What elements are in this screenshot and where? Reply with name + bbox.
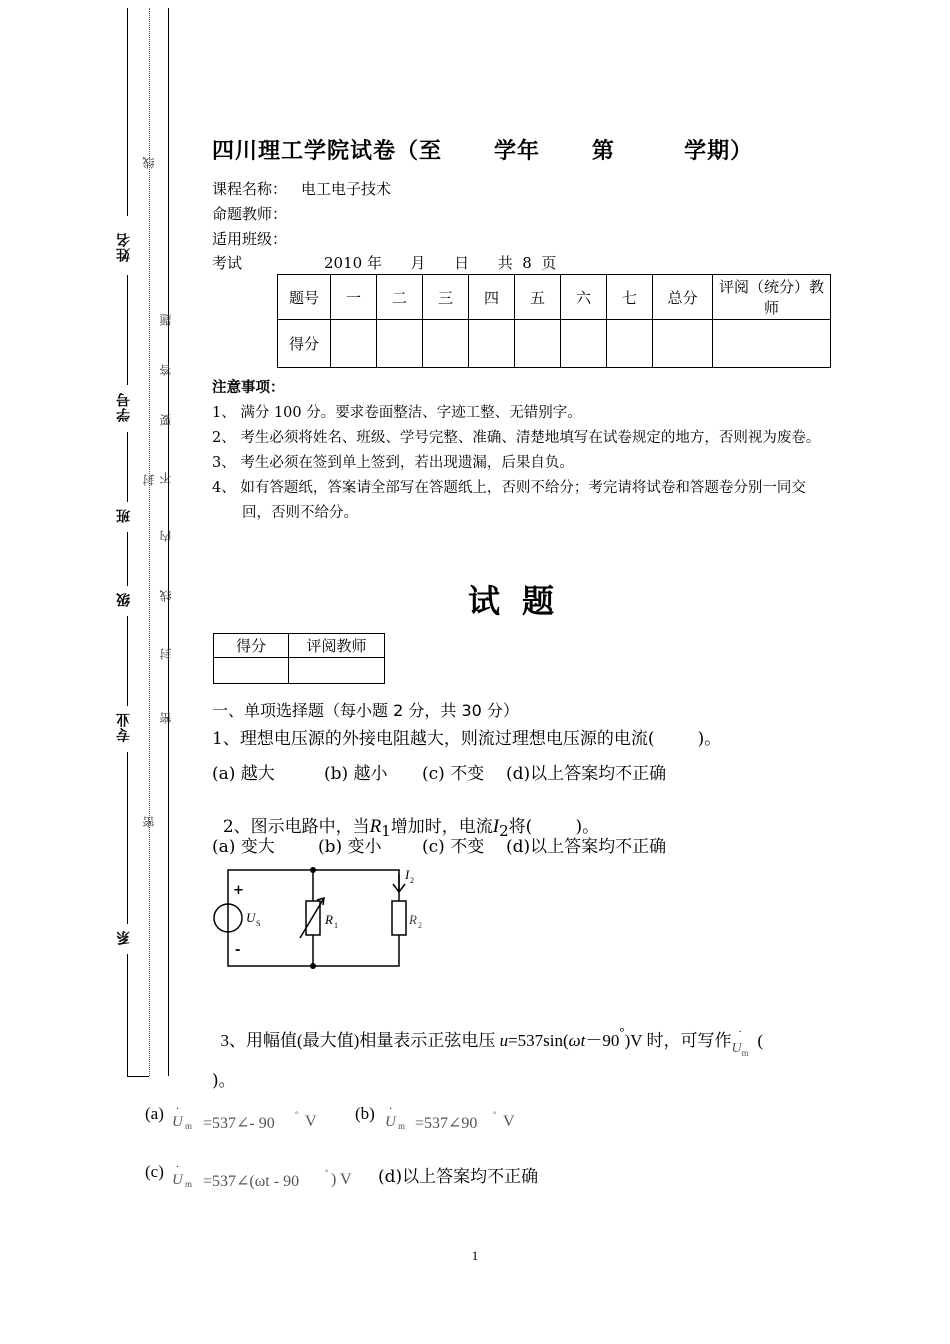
circuit-diagram bbox=[200, 862, 440, 974]
margin-blank-major bbox=[127, 752, 128, 924]
score-header-cell: 题号 bbox=[278, 275, 331, 320]
circuit-minus: - bbox=[235, 943, 241, 958]
margin-small-6: 封 bbox=[142, 474, 156, 486]
exam-title: 四川理工学院试卷（至 学年 第 学期） bbox=[212, 139, 754, 164]
exam-date: 2010 年 月 日 共 8 页 bbox=[324, 254, 557, 272]
q3-omega-t: ωt bbox=[568, 1031, 586, 1050]
score-cell[interactable] bbox=[469, 320, 515, 368]
margin-blank-class bbox=[127, 532, 128, 586]
margin-label-name: 姓名 bbox=[116, 232, 132, 262]
q3-option-c-um-sub: m bbox=[185, 1179, 193, 1189]
score-table bbox=[277, 274, 831, 368]
q3-option-c[interactable]: (c) · U m =537∠(ωt - 90 ° ) V bbox=[145, 1162, 352, 1190]
q3-close: )。 bbox=[212, 1071, 236, 1091]
section-title: 试题 bbox=[468, 582, 577, 620]
q3-option-a-label: (a) bbox=[145, 1104, 164, 1123]
note-item: 1、 满分 100 分。要求卷面整洁、字迹工整、无错别字。 bbox=[212, 405, 582, 421]
mini-score-table bbox=[213, 633, 385, 684]
q3-option-a-deg: ° bbox=[295, 1110, 299, 1119]
exam-label: 考试 bbox=[212, 254, 243, 272]
note-item: 2、 考生必须将姓名、班级、学号完整、准确、清楚地填写在试卷规定的地方，否则视为废卷。 bbox=[212, 430, 821, 446]
margin-label-id: 学号 bbox=[116, 392, 132, 422]
q3-um-sub: m bbox=[741, 1048, 749, 1058]
resistor-r2 bbox=[392, 901, 406, 935]
q1-option-b[interactable]: (b) 越小 bbox=[324, 764, 388, 784]
margin-small-5: 不 bbox=[159, 472, 173, 484]
score-cell[interactable] bbox=[713, 320, 831, 368]
margin-small-11: 密 bbox=[142, 816, 156, 828]
teacher-line: 命题教师： bbox=[212, 205, 288, 223]
margin-blank-dept bbox=[127, 954, 128, 1076]
mini-grader-cell[interactable] bbox=[289, 658, 385, 684]
q2-i2: I bbox=[492, 816, 500, 837]
margin-blank-id bbox=[127, 432, 128, 502]
score-cell[interactable] bbox=[423, 320, 469, 368]
margin-small-1: 线 bbox=[142, 157, 156, 169]
q3-text-c: －90 bbox=[585, 1031, 620, 1050]
score-header-cell: 二 bbox=[377, 275, 423, 320]
q3-option-b-um-sub: m bbox=[398, 1121, 406, 1131]
q3-option-c-deg: ° bbox=[325, 1168, 329, 1177]
score-header-cell: 三 bbox=[423, 275, 469, 320]
margin-small-8: 线 bbox=[159, 590, 173, 602]
circuit-plus: + bbox=[233, 883, 244, 898]
q3-option-c-um: U bbox=[172, 1172, 183, 1188]
mini-grader-label: 评阅教师 bbox=[289, 634, 385, 658]
q2-suffix: 将( )。 bbox=[508, 817, 600, 837]
margin-bottom-line bbox=[127, 1076, 149, 1077]
mini-score-cell[interactable] bbox=[214, 658, 289, 684]
q3-um: U bbox=[731, 1041, 742, 1056]
q3-option-a-unit: V bbox=[305, 1113, 317, 1130]
q3-option-c-tail: ) V bbox=[331, 1171, 352, 1188]
junction-bottom bbox=[310, 963, 316, 969]
notes bbox=[212, 376, 822, 526]
score-header-cell: 四 bbox=[469, 275, 515, 320]
q2-option-c[interactable]: (c) 不变 bbox=[422, 837, 485, 857]
q3-option-c-label: (c) bbox=[145, 1162, 164, 1181]
margin-small-4: 要 bbox=[159, 414, 173, 426]
label-r2: R bbox=[409, 912, 417, 927]
score-table-row bbox=[278, 320, 831, 368]
margin-small-10: 密 bbox=[159, 712, 173, 724]
label-r2-sub: 2 bbox=[418, 921, 422, 930]
margin-small-2: 题 bbox=[159, 314, 173, 326]
q3-text-a: 3、用幅值(最大值)相量表示正弦电压 bbox=[220, 1031, 500, 1050]
q3-option-b-unit: V bbox=[503, 1113, 515, 1130]
q1-option-d[interactable]: (d)以上答案均不正确 bbox=[506, 764, 667, 784]
q2-mid: 增加时，电流 bbox=[390, 817, 493, 837]
score-cell[interactable] bbox=[377, 320, 423, 368]
q3-option-d[interactable]: (d)以上答案均不正确 bbox=[378, 1167, 539, 1187]
q1-text: 1、理想电压源的外接电阻越大，则流过理想电压源的电流( )。 bbox=[212, 729, 722, 749]
margin-line-left bbox=[127, 8, 128, 216]
score-header-cell: 七 bbox=[607, 275, 653, 320]
q3-text-e: ( bbox=[757, 1031, 764, 1050]
margin-small-9: 封 bbox=[159, 648, 173, 660]
q3-option-b-deg: ° bbox=[493, 1110, 497, 1119]
q3-option-b-um: U bbox=[385, 1114, 396, 1130]
score-cell[interactable] bbox=[607, 320, 653, 368]
score-header-cell: 总分 bbox=[653, 275, 713, 320]
q3-option-b-value: =537∠90 bbox=[415, 1115, 478, 1132]
label-us: U bbox=[246, 910, 256, 925]
q3-option-a-um-sub: m bbox=[185, 1121, 193, 1131]
course-value: 电工电子技术 bbox=[301, 180, 392, 198]
score-header-cell: 五 bbox=[515, 275, 561, 320]
q2-option-d[interactable]: (d)以上答案均不正确 bbox=[506, 837, 667, 857]
q3-text: 3、用幅值(最大值)相量表示正弦电压 u=537sin(ωt－90°)V 时，可写作 · $_{Um}$( bbox=[220, 1024, 764, 1058]
class-line: 适用班级： bbox=[212, 230, 288, 248]
q3-text-d: )V 时，可写作 bbox=[624, 1031, 732, 1050]
score-header-cell: 六 bbox=[561, 275, 607, 320]
course-line bbox=[212, 178, 391, 199]
q2-i2-sub: 2 bbox=[499, 822, 509, 840]
score-header-cell: 一 bbox=[331, 275, 377, 320]
label-i2-sub: 2 bbox=[410, 876, 414, 885]
q3-u: u bbox=[499, 1031, 509, 1050]
score-cell[interactable] bbox=[331, 320, 377, 368]
q1-option-a[interactable]: (a) 越大 bbox=[212, 764, 275, 784]
resistor-r1 bbox=[306, 901, 320, 935]
margin-blank-name bbox=[127, 275, 128, 385]
q2-r1: R bbox=[369, 816, 382, 837]
q3-option-a-um: U bbox=[172, 1114, 183, 1130]
course-label: 课程名称： bbox=[212, 180, 288, 198]
margin-label-grade: 级 bbox=[116, 592, 132, 607]
score-cell[interactable] bbox=[561, 320, 607, 368]
score-row-label: 得分 bbox=[278, 320, 331, 368]
note-item: 4、 如有答题纸，答案请全部写在答题纸上，否则不给分；考完请将试卷和答题卷分别一同交回，否则不给分。 bbox=[212, 480, 806, 521]
mini-score-label: 得分 bbox=[214, 634, 289, 658]
label-r1-sub: 1 bbox=[334, 921, 338, 930]
label-r1: R bbox=[325, 912, 333, 927]
label-us-sub: S bbox=[256, 919, 261, 928]
part1-heading: 一、单项选择题（每小题 2 分，共 30 分） bbox=[212, 701, 519, 720]
margin-small-3: 答 bbox=[159, 364, 173, 376]
margin-blank-grade bbox=[127, 616, 128, 706]
margin-label-major: 专业 bbox=[116, 712, 132, 742]
junction-top bbox=[310, 867, 316, 873]
q2-r1-sub: 1 bbox=[381, 822, 391, 840]
exam-line bbox=[212, 252, 557, 273]
page-number: 1 bbox=[471, 1248, 479, 1263]
label-i2: I bbox=[405, 867, 410, 882]
score-cell[interactable] bbox=[515, 320, 561, 368]
score-header-cell: 评阅（统分）教师 bbox=[713, 275, 831, 320]
score-table-header-row bbox=[278, 275, 831, 320]
q3-option-b-label: (b) bbox=[355, 1104, 375, 1123]
q3-deg: ° bbox=[619, 1024, 625, 1039]
score-cell[interactable] bbox=[653, 320, 713, 368]
q2-prefix: 2、图示电路中，当 bbox=[222, 817, 370, 837]
q1-option-c[interactable]: (c) 不变 bbox=[422, 764, 485, 784]
q3-text-b: =537sin( bbox=[508, 1031, 569, 1050]
margin-small-7: 内 bbox=[159, 530, 173, 542]
q3-option-a-value: =537∠- 90 bbox=[203, 1115, 275, 1132]
q3-option-c-value: =537∠(ωt - 90 bbox=[203, 1173, 300, 1190]
note-item: 3、 考生必须在签到单上签到，若出现遗漏，后果自负。 bbox=[212, 455, 574, 471]
q3-option-b[interactable]: (b) · U m =537∠90 ° V bbox=[355, 1104, 515, 1132]
q3-option-a[interactable]: (a) · U m =537∠- 90 ° V bbox=[145, 1104, 317, 1132]
margin-label-dept: 系 bbox=[116, 930, 132, 945]
notes-heading: 注意事项： bbox=[212, 380, 285, 396]
margin-line-solid bbox=[168, 8, 169, 1076]
q2-option-b[interactable]: (b) 变小 bbox=[318, 837, 382, 857]
q2-option-a[interactable]: (a) 变大 bbox=[212, 837, 275, 857]
margin-label-class: 班 bbox=[116, 508, 132, 523]
